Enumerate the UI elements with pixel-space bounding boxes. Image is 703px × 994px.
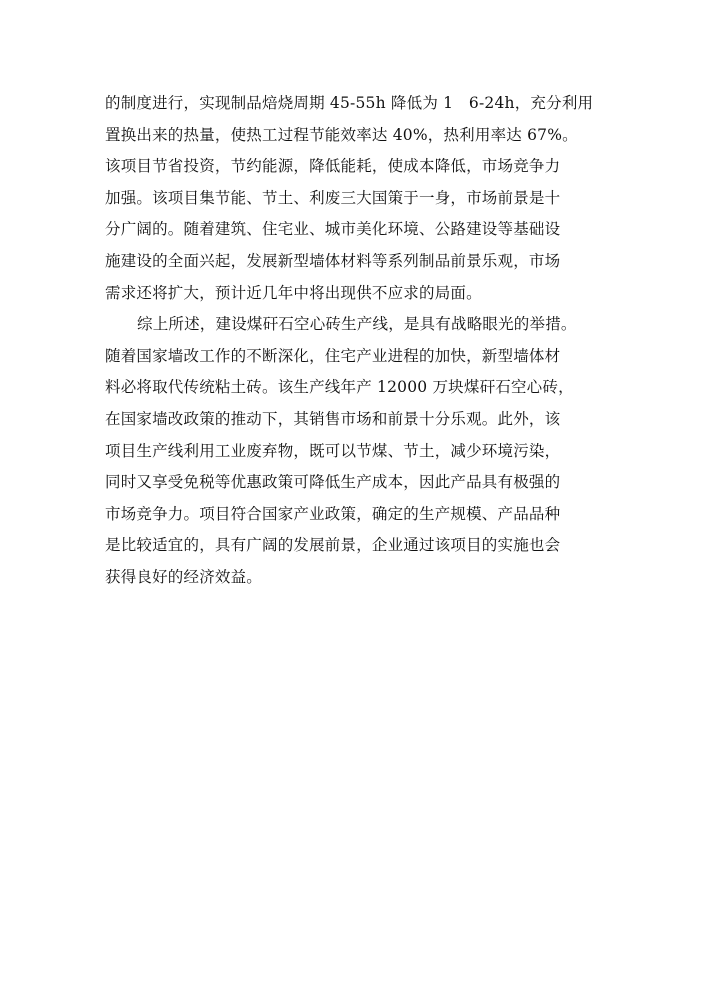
paragraph-line: 加强。该项目集节能、节土、利废三大国策于一身，市场前景是十 xyxy=(105,188,561,207)
paragraph-line: 料必将取代传统粘土砖。该生产线年产 12000 万块煤矸石空心砖， xyxy=(105,378,574,397)
paragraph-line: 同时又享受免税等优惠政策可降低生产成本，因此产品具有极强的 xyxy=(105,473,561,492)
paragraph-line: 该项目节省投资，节约能源，降低能耗，使成本降低，市场竞争力 xyxy=(105,157,561,176)
paragraph-line: 分广阔的。随着建筑、住宅业、城市美化环境、公路建设等基础设 xyxy=(105,220,561,239)
paragraph-line: 在国家墙改政策的推动下，其销售市场和前景十分乐观。此外，该 xyxy=(105,409,561,428)
paragraph-line: 综上所述，建设煤矸石空心砖生产线，是具有战略眼光的举措。 xyxy=(137,315,577,334)
paragraph-line: 需求还将扩大，预计近几年中将出现供不应求的局面。 xyxy=(105,283,482,302)
body-text xyxy=(105,88,605,594)
paragraph-line: 的制度进行，实现制品焙烧周期 45-55h 降低为 1 6-24h，充分利用 xyxy=(105,94,594,112)
paragraph-line: 项目生产线利用工业废弃物，既可以节煤、节土，减少环境污染， xyxy=(105,441,561,460)
paragraph-line: 获得良好的经济效益。 xyxy=(105,567,263,586)
paragraph-line: 置换出来的热量，使热工过程节能效率达 40%，热利用率达 67%。 xyxy=(105,125,578,144)
paragraph-line: 随着国家墙改工作的不断深化，住宅产业进程的加快，新型墙体材 xyxy=(105,346,561,365)
paragraph-line: 施建设的全面兴起，发展新型墙体材料等系列制品前景乐观，市场 xyxy=(105,251,561,270)
paragraph-line: 市场竞争力。项目符合国家产业政策，确定的生产规模、产品品种 xyxy=(105,504,561,523)
paragraph-line: 是比较适宜的，具有广阔的发展前景，企业通过该项目的实施也会 xyxy=(105,536,561,555)
